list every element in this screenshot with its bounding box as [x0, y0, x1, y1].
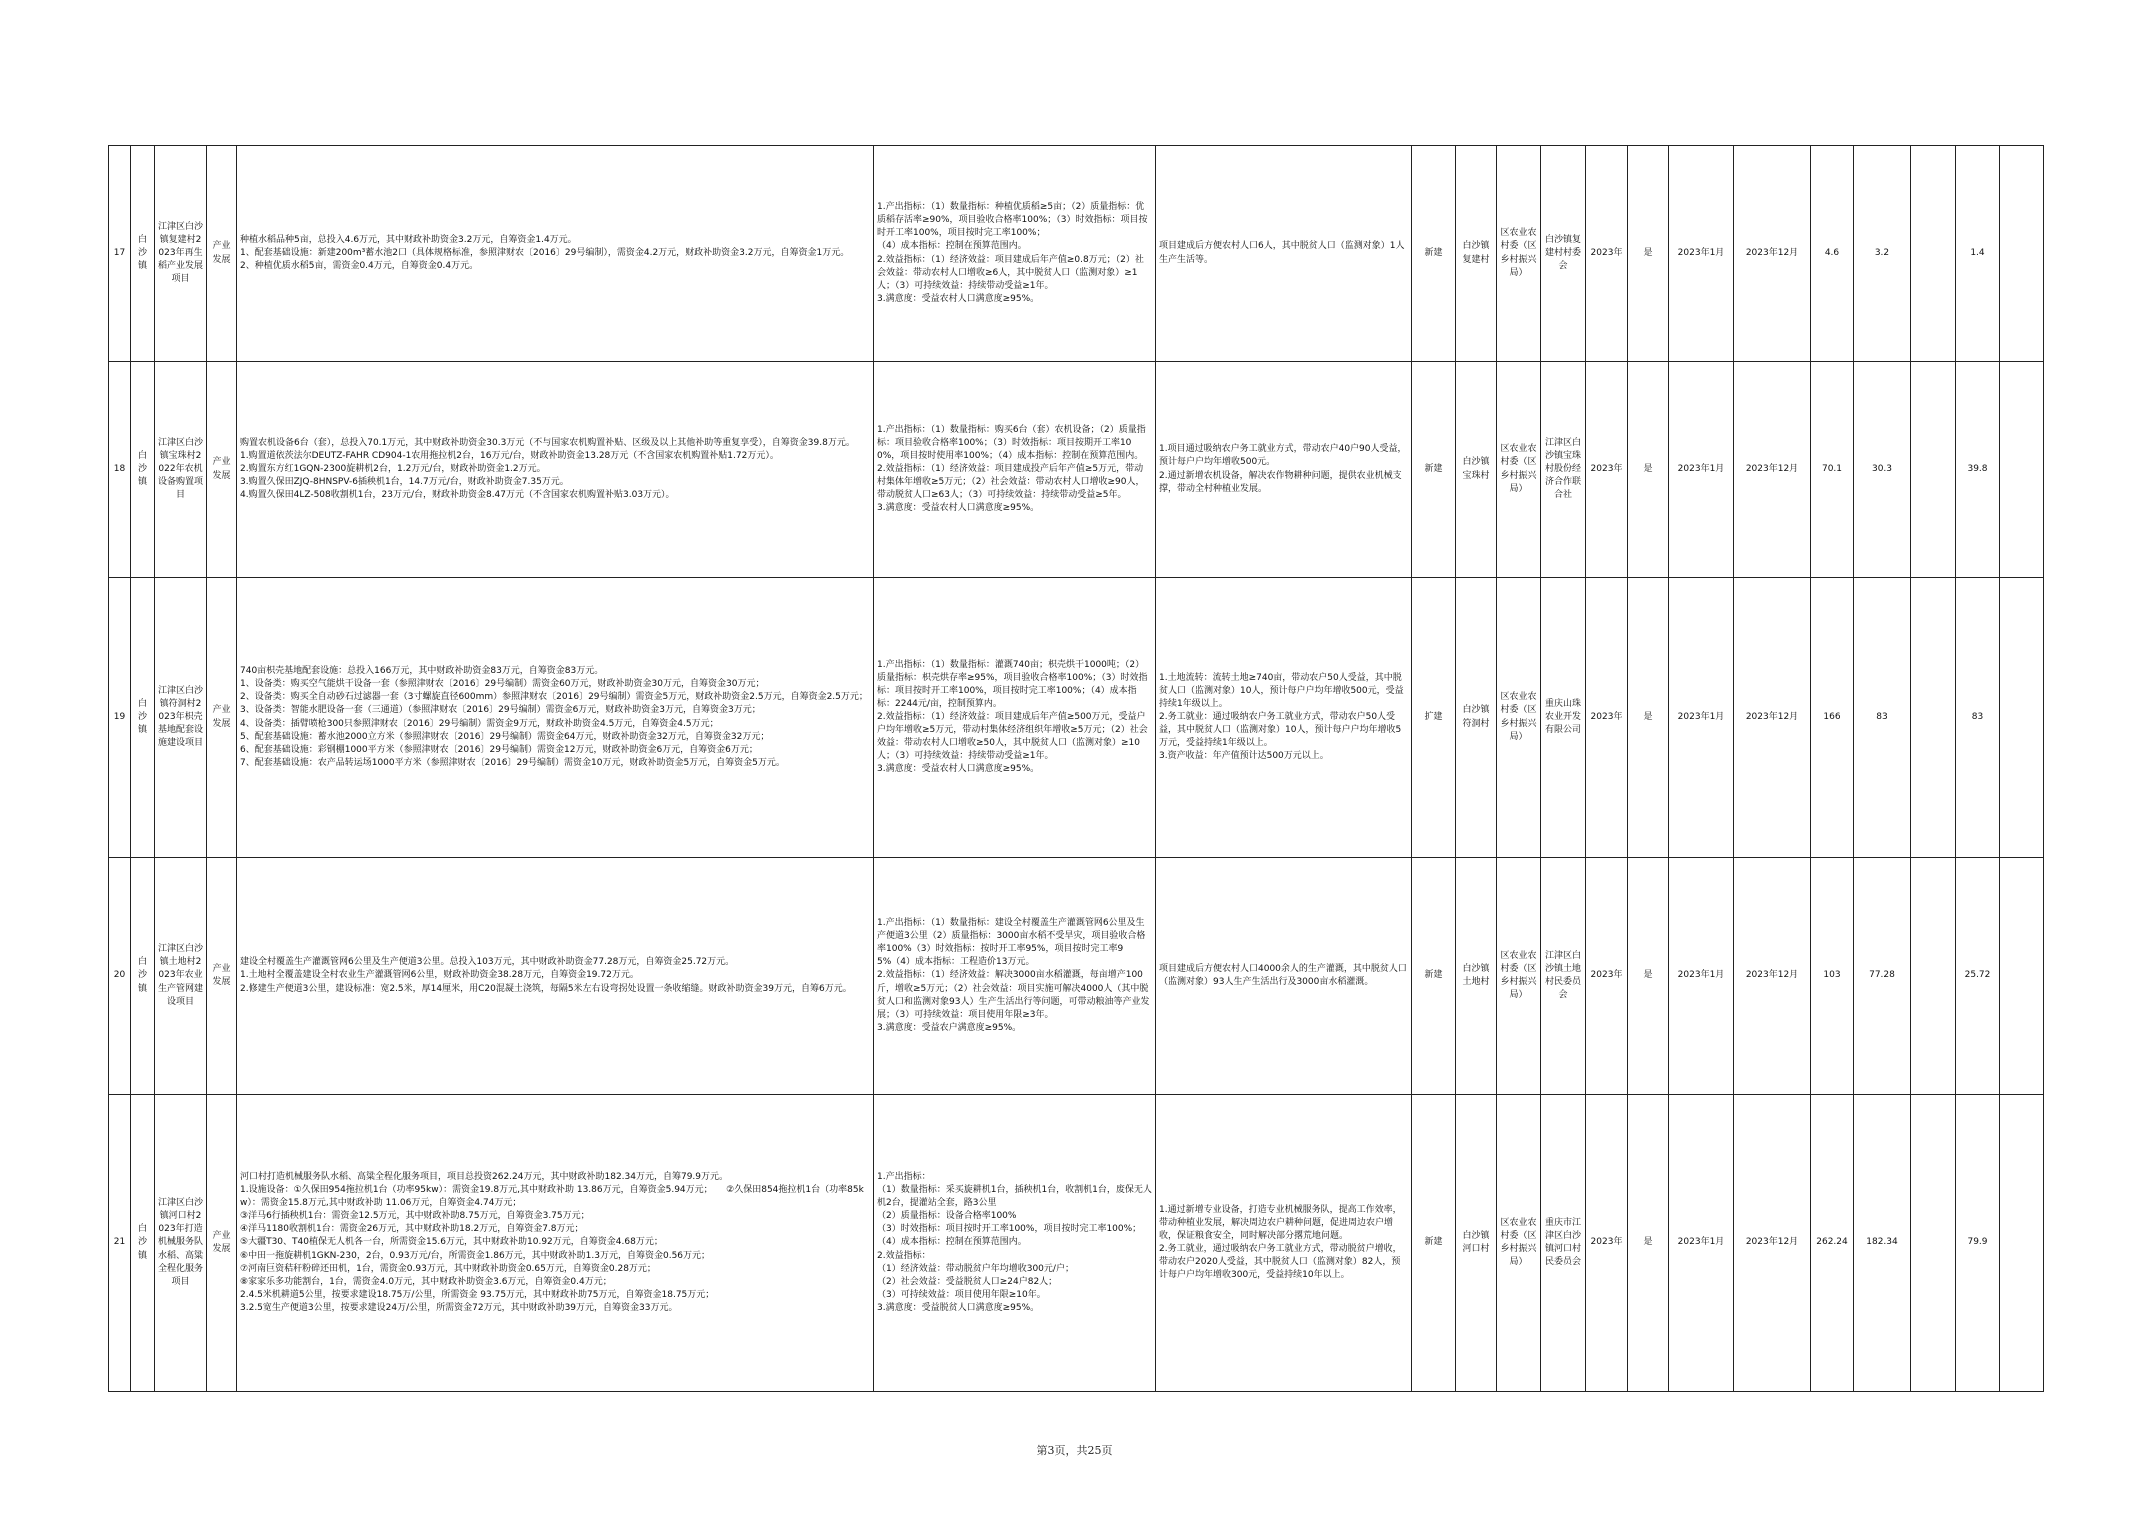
- plan-year-cell: 2023年: [1586, 858, 1628, 1095]
- project-content-cell-line: ⑧家家乐多功能割台，1台，需资金4.0万元，其中财政补助资金3.6万元，自筹资金0.4万元；: [240, 1276, 612, 1287]
- supervising-dept-cell: 区农业农村委（区乡村振兴局）: [1497, 858, 1541, 1095]
- start-date-cell: 2023年1月: [1669, 362, 1734, 578]
- other-funds-cell: [1911, 578, 1956, 858]
- end-date-cell: 2023年12月: [1734, 858, 1811, 1095]
- end-date-cell: 2023年12月: [1734, 1095, 1811, 1392]
- total-investment-cell: 4.6: [1811, 146, 1854, 362]
- performance-targets-cell-line: 3.满意度：受益农户满意度≥95%。: [877, 1022, 1022, 1033]
- construction-nature-cell: 新建: [1412, 362, 1456, 578]
- project-content-cell: [237, 362, 874, 578]
- fiscal-funds-cell: 77.28: [1854, 858, 1911, 1095]
- project-content-cell-line: ⑤大疆T30、T40植保无人机各一台，所需资金15.6万元，其中财政补助10.92万元，自筹资金4.68万元；: [240, 1237, 663, 1248]
- total-investment-cell: 103: [1811, 858, 1854, 1095]
- location-cell: 白沙镇河口村: [1456, 1095, 1497, 1392]
- category-cell: 产业发展: [207, 1095, 237, 1392]
- in-plan-cell: 是: [1628, 858, 1669, 1095]
- performance-targets-cell-line: 2.效益指标：（1）经济效益：项目建成投产后年产值≥5万元，带动村集体年增收≥5万元；（2）社会效益：带动农村人口增收≥90人，带动脱贫人口≥63人；（3）可持续效益：持续带动受益≥5年。: [877, 463, 1145, 501]
- benefit-mechanism-cell-line: 项目建成后方便农村人口4000余人的生产灌溉，其中脱贫人口（监测对象）93人生产生活出行及3000亩水稻灌溉。: [1159, 963, 1407, 987]
- in-plan-cell: 是: [1628, 146, 1669, 362]
- self-raised-cell: 1.4: [1956, 146, 2000, 362]
- other-funds-cell: [1911, 1095, 1956, 1392]
- remarks-cell: [2000, 362, 2044, 578]
- remarks-cell: [2000, 1095, 2044, 1392]
- self-raised-cell: 25.72: [1956, 858, 2000, 1095]
- construction-nature-cell: 扩建: [1412, 578, 1456, 858]
- remarks-cell: [2000, 858, 2044, 1095]
- performance-targets-cell-line: 1.产出指标：（1）数量指标：建设全村覆盖生产灌溉管网6公里及生产便道3公里（2）质量指标：3000亩水稻不受旱灾，项目验收合格率100%（3）时效指标：按时开工率95%，项目按时完工率95%（4）成本指标：工程造价13万元。: [877, 918, 1146, 968]
- plan-year-cell: 2023年: [1586, 362, 1628, 578]
- project-content-cell-line: 购置农机设备6台（套），总投入70.1万元，其中财政补助资金30.3万元（不与国家农机购置补贴、区级及以上其他补助等重复享受），自筹资金39.8万元。: [240, 437, 855, 448]
- benefit-mechanism-cell-line: 2.务工就业：通过吸纳农户务工就业方式，带动农户50人受益，其中脱贫人口（监测对象）10人，预计每户户均年增收5万元，受益持续1年级以上。: [1159, 711, 1402, 749]
- remarks-cell: [2000, 146, 2044, 362]
- supervising-dept-cell: 区农业农村委（区乡村振兴局）: [1497, 578, 1541, 858]
- performance-targets-cell-line: （2）社会效益：受益脱贫人口≥24户82人；: [877, 1276, 1058, 1287]
- project-owner-cell: 江津区白沙镇土地村民委员会: [1541, 858, 1586, 1095]
- project-table: [108, 145, 2044, 1392]
- table-row: [109, 1095, 2044, 1392]
- category-cell: 产业发展: [207, 858, 237, 1095]
- town-cell: 白沙镇: [131, 146, 155, 362]
- project-content-cell-line: 1.设施设备：①久保田954拖拉机1台（功率95kw）：需资金19.8万元,其中财政补助 13.86万元，自筹资金5.94万元； ②久保田854拖拉机1台（功率85kw）：需资金15.8万元,其中财政补助 11.06万元，自筹资金4.74万元；: [240, 1185, 864, 1209]
- location-cell: 白沙镇宝珠村: [1456, 362, 1497, 578]
- plan-year-cell: 2023年: [1586, 1095, 1628, 1392]
- project-content-cell-line: ⑦河南巨资秸秆粉碎还田机，1台，需资金0.93万元，其中财政补助资金0.65万元，自筹资金0.28万元；: [240, 1263, 656, 1274]
- end-date-cell: 2023年12月: [1734, 146, 1811, 362]
- self-raised-cell: 39.8: [1956, 362, 2000, 578]
- supervising-dept-cell: 区农业农村委（区乡村振兴局）: [1497, 1095, 1541, 1392]
- benefit-mechanism-cell-line: 2.务工就业，通过吸纳农户务工就业方式，带动脱贫户增收，带动农户2020人受益，其中脱贫人口（监测对象）82人，预计每户户均年增收300元，受益持续10年以上。: [1159, 1244, 1402, 1281]
- performance-targets-cell: [874, 578, 1156, 858]
- performance-targets-cell-line: 2.效益指标：（1）经济效益：项目建成后年产值≥500万元，受益户户均年增收≥5万元，带动村集体经济组织年增收≥5万元；（2）社会效益：带动农村人口增收≥50人，其中脱贫人口（监测对象）≥10人；（3）可持续效益：持续带动受益≥1年。: [877, 711, 1148, 762]
- performance-targets-cell-line: 1.产出指标：（1）数量指标：灌溉740亩；枳壳烘干1000吨；（2）质量指标：枳壳烘存率≥95%，项目验收合格率100%；（3）时效指标：项目按时开工率100%，项目按时完工率100%；（4）成本指标：2244元/亩，控制预算内。: [877, 659, 1148, 709]
- performance-targets-cell: [874, 1095, 1156, 1392]
- remarks-cell: [2000, 578, 2044, 858]
- project-content-cell-line: 4.购置久保田4LZ-508收割机1台，23万元/台，财政补助资金8.47万元（不含国家农机购置补贴3.03万元）。: [240, 490, 675, 501]
- other-funds-cell: [1911, 146, 1956, 362]
- benefit-mechanism-cell: [1156, 578, 1412, 858]
- project-content-cell-line: 6、配套基础设施：彩钢棚1000平方米（参照津财农〔2016〕29号编制）需资金12万元，财政补助资金6万元，自筹资金6万元；: [240, 744, 758, 755]
- performance-targets-cell: [874, 858, 1156, 1095]
- town-cell: 白沙镇: [131, 578, 155, 858]
- table-row: [109, 858, 2044, 1095]
- location-cell: 白沙镇土地村: [1456, 858, 1497, 1095]
- benefit-mechanism-cell-line: 项目建成后方便农村人口6人，其中脱贫人口（监测对象）1人生产生活等。: [1159, 241, 1405, 265]
- page-number: 第3页，共25页: [1036, 1444, 1113, 1457]
- benefit-mechanism-cell: [1156, 362, 1412, 578]
- in-plan-cell: 是: [1628, 1095, 1669, 1392]
- project-content-cell-line: 河口村打造机械服务队水稻、高粱全程化服务项目，项目总投资262.24万元，其中财政补助182.34万元，自筹79.9万元。: [240, 1172, 729, 1183]
- benefit-mechanism-cell-line: 1.项目通过吸纳农户务工就业方式，带动农户40户90人受益，预计每户户均年增收500元。: [1159, 444, 1407, 468]
- project-owner-cell: 江津区白沙镇宝珠村股份经济合作联合社: [1541, 362, 1586, 578]
- total-investment-cell: 70.1: [1811, 362, 1854, 578]
- start-date-cell: 2023年1月: [1669, 1095, 1734, 1392]
- self-raised-cell: 79.9: [1956, 1095, 2000, 1392]
- performance-targets-cell-line: 3.满意度：受益农村人口满意度≥95%。: [877, 503, 1040, 514]
- project-content-cell-line: 4、设备类：插臂喷枪300只参照津财农〔2016〕29号编制）需资金9万元，财政补助资金4.5万元，自筹资金4.5万元；: [240, 718, 719, 729]
- other-funds-cell: [1911, 858, 1956, 1095]
- end-date-cell: 2023年12月: [1734, 578, 1811, 858]
- project-content-cell-line: ③洋马6行插秧机1台：需资金12.5万元，其中财政补助8.75万元，自筹资金3.75万元；: [240, 1211, 590, 1222]
- in-plan-cell: 是: [1628, 578, 1669, 858]
- performance-targets-cell-line: 1.产出指标：: [877, 1172, 931, 1183]
- plan-year-cell: 2023年: [1586, 146, 1628, 362]
- project-owner-cell: 重庆山珠农业开发有限公司: [1541, 578, 1586, 858]
- row-number: 18: [109, 362, 131, 578]
- table-row: [109, 578, 2044, 858]
- start-date-cell: 2023年1月: [1669, 858, 1734, 1095]
- other-funds-cell: [1911, 362, 1956, 578]
- benefit-mechanism-cell-line: 3.资产收益：年产值预计达500万元以上。: [1159, 751, 1329, 762]
- performance-targets-cell-line: 1.产出指标：（1）数量指标：种植优质稻≥5亩；（2）质量指标：优质稻存活率≥90%，项目验收合格率100%；（3）时效指标：项目按时开工率100%，项目按时完工率100%；: [877, 202, 1148, 239]
- performance-targets-cell-line: 3.满意度：受益农村人口满意度≥95%。: [877, 293, 1040, 304]
- benefit-mechanism-cell: [1156, 1095, 1412, 1392]
- row-number: 21: [109, 1095, 131, 1392]
- supervising-dept-cell: 区农业农村委（区乡村振兴局）: [1497, 146, 1541, 362]
- project-content-cell-line: ⑥中田一拖旋耕机1GKN-230，2台，0.93万元/台，所需资金1.86万元，其中财政补助1.3万元，自筹资金0.56万元；: [240, 1250, 711, 1261]
- performance-targets-cell-line: （3）时效指标：项目按时开工率100%，项目按时完工率100%；: [877, 1224, 1142, 1235]
- total-investment-cell: 166: [1811, 578, 1854, 858]
- performance-targets-cell-line: 2.效益指标：（1）经济效益：解决3000亩水稻灌溉，每亩增产100斤，增收≥5万元；（2）社会效益：项目实施可解决4000人（其中脱贫人口和监测对象93人）生产生活出行等问题，可带动粮油等产业发展；（3）可持续效益：项目使用年限≥3年。: [877, 970, 1150, 1020]
- construction-nature-cell: 新建: [1412, 146, 1456, 362]
- fiscal-funds-cell: 30.3: [1854, 362, 1911, 578]
- performance-targets-cell: [874, 146, 1156, 362]
- table-row: [109, 362, 2044, 578]
- performance-targets-cell-line: 2.效益指标：（1）经济效益：项目建成后年产值≥0.8万元；（2）社会效益：带动农村人口增收≥6人，其中脱贫人口（监测对象）≥1人；（3）可持续效益：持续带动受益≥1年。: [877, 254, 1144, 291]
- performance-targets-cell-line: 1.产出指标：（1）数量指标：购买6台（套）农机设备；（2）质量指标：项目验收合格率100%；（3）时效指标：项目按期开工率100%，项目按时使用率100%；（4）成本指标：控制在预算范围内。: [877, 424, 1146, 461]
- total-investment-cell: 262.24: [1811, 1095, 1854, 1392]
- row-number: 19: [109, 578, 131, 858]
- project-content-cell-line: 740亩枳壳基地配套设施：总投入166万元，其中财政补助资金83万元，自筹资金83万元。: [240, 666, 604, 677]
- project-content-cell-line: 1.购置道依茨法尔DEUTZ-FAHR CD904-1农用拖拉机2台，16万元/台，财政补助资金13.28万元（不含国家农机购置补贴1.72万元）。: [240, 450, 779, 461]
- plan-year-cell: 2023年: [1586, 578, 1628, 858]
- benefit-mechanism-cell: [1156, 858, 1412, 1095]
- self-raised-cell: 83: [1956, 578, 2000, 858]
- performance-targets-cell-line: （3）可持续效益：项目使用年限≥10年。: [877, 1289, 1046, 1300]
- project-content-cell-line: 2、种植优质水稻5亩，需资金0.4万元，自筹资金0.4万元。: [240, 261, 479, 272]
- project-content-cell: [237, 578, 874, 858]
- fiscal-funds-cell: 182.34: [1854, 1095, 1911, 1392]
- project-name-cell: 江津区白沙镇土地村2023年农业生产管网建设项目: [155, 858, 207, 1095]
- start-date-cell: 2023年1月: [1669, 146, 1734, 362]
- performance-targets-cell-line: 3.满意度：受益农村人口满意度≥95%。: [877, 764, 1040, 775]
- category-cell: 产业发展: [207, 362, 237, 578]
- project-content-cell-line: 2.购置东方红1GQN-2300旋耕机2台，1.2万元/台，财政补助资金1.2万元。: [240, 463, 546, 474]
- performance-targets-cell: [874, 362, 1156, 578]
- category-cell: 产业发展: [207, 146, 237, 362]
- project-content-cell: [237, 1095, 874, 1392]
- row-number: 20: [109, 858, 131, 1095]
- end-date-cell: 2023年12月: [1734, 362, 1811, 578]
- project-name-cell: 江津区白沙镇河口村2023年打造机械服务队水稻、高粱全程化服务项目: [155, 1095, 207, 1392]
- project-content-cell-line: 5、配套基础设施：蓄水池2000立方米（参照津财农〔2016〕29号编制）需资金64万元，财政补助资金32万元，自筹资金32万元；: [240, 731, 770, 742]
- project-content-cell-line: 7、配套基础设施：农产品转运场1000平方米（参照津财农〔2016〕29号编制）需资金10万元，财政补助资金5万元，自筹资金5万元。: [240, 757, 785, 768]
- project-content-cell-line: 种植水稻品种5亩，总投入4.6万元，其中财政补助资金3.2万元，自筹资金1.4万元。: [240, 234, 577, 245]
- project-content-cell-line: 3.2.5宽生产便道3公里，按要求建设24万/公里，所需资金72万元，其中财政补助39万元，自筹资金33万元。: [240, 1302, 678, 1313]
- benefit-mechanism-cell-line: 1.通过新增专业设备，打造专业机械服务队，提高工作效率，带动种植业发展，解决周边农户耕种问题，促进周边农户增收，保证粮食安全，同时解决部分撂荒地问题。: [1159, 1204, 1402, 1241]
- project-content-cell-line: 3、设备类：智能水肥设备一套（三通道）（参照津财农〔2016〕29号编制）需资金6万元，财政补助资金3万元，自筹资金3万元；: [240, 705, 761, 716]
- project-content-cell: [237, 858, 874, 1095]
- project-content-cell-line: 2.修建生产便道3公里，建设标准：宽2.5米，厚14厘米，用C20混凝土浇筑，每隔5米左右设弯拐处设置一条收缩缝。财政补助资金39万元，自筹6万元。: [240, 983, 852, 994]
- project-owner-cell: 重庆市江津区白沙镇河口村民委员会: [1541, 1095, 1586, 1392]
- performance-targets-cell-line: （2）质量指标：设备合格率100%: [877, 1211, 1017, 1222]
- project-content-cell-line: 1、配套基础设施：新建200m³蓄水池2口（具体规格标准，参照津财农〔2016〕29号编制），需资金4.2万元，财政补助资金3.2万元，自筹资金1万元。: [240, 247, 850, 258]
- performance-targets-cell-line: （4）成本指标：控制在预算范围内。: [877, 241, 1027, 252]
- category-cell: 产业发展: [207, 578, 237, 858]
- performance-targets-cell-line: （1）数量指标：采买旋耕机1台，插秧机1台，收割机1台，废保无人机2台，提灌站全套，路3公里: [877, 1185, 1152, 1209]
- benefit-mechanism-cell-line: 1.土地流转：流转土地≥740亩，带动农户50人受益，其中脱贫人口（监测对象）10人，预计每户户均年增收500元，受益持续1年级以上。: [1159, 672, 1404, 709]
- table-body: [109, 146, 2044, 1392]
- supervising-dept-cell: 区农业农村委（区乡村振兴局）: [1497, 362, 1541, 578]
- project-content-cell-line: 3.购置久保田ZJQ-8HNSPV-6插秧机1台，14.7万元/台，财政补助资金7.35万元。: [240, 477, 569, 488]
- row-number: 17: [109, 146, 131, 362]
- town-cell: 白沙镇: [131, 858, 155, 1095]
- project-content-cell-line: 建设全村覆盖生产灌溉管网6公里及生产便道3公里。总投入103万元，其中财政补助资金77.28万元，自筹资金25.72万元。: [240, 957, 735, 968]
- performance-targets-cell-line: 3.满意度：受益脱贫人口满意度≥95%。: [877, 1302, 1040, 1313]
- performance-targets-cell-line: （1）经济效益：带动脱贫户年均增收300元/户；: [877, 1263, 1074, 1274]
- table-row: [109, 146, 2044, 362]
- project-name-cell: 江津区白沙镇符洞村2023年枳壳基地配套设施建设项目: [155, 578, 207, 858]
- location-cell: 白沙镇复建村: [1456, 146, 1497, 362]
- performance-targets-cell-line: （4）成本指标：控制在预算范围内。: [877, 1237, 1027, 1248]
- start-date-cell: 2023年1月: [1669, 578, 1734, 858]
- project-name-cell: 江津区白沙镇宝珠村2022年农机设备购置项目: [155, 362, 207, 578]
- fiscal-funds-cell: 3.2: [1854, 146, 1911, 362]
- project-content-cell: [237, 146, 874, 362]
- fiscal-funds-cell: 83: [1854, 578, 1911, 858]
- project-content-cell-line: 1.土地村全覆盖建设全村农业生产灌溉管网6公里，财政补助资金38.28万元，自筹资金19.72万元。: [240, 970, 639, 981]
- construction-nature-cell: 新建: [1412, 858, 1456, 1095]
- benefit-mechanism-cell: [1156, 146, 1412, 362]
- project-content-cell-line: 2、设备类：购买全自动砂石过滤器一套（3寸螺旋直径600mm）参照津财农〔2016〕29号编制）需资金5万元，财政补助资金2.5万元，自筹资金2.5万元；: [240, 692, 868, 703]
- project-owner-cell: 白沙镇复建村村委会: [1541, 146, 1586, 362]
- town-cell: 白沙镇: [131, 362, 155, 578]
- project-content-cell-line: ④洋马1180收割机1台：需资金26万元，其中财政补助18.2万元，自筹资金7.8万元；: [240, 1224, 584, 1235]
- project-name-cell: 江津区白沙镇复建村2023年再生稻产业发展项目: [155, 146, 207, 362]
- town-cell: 白沙镇: [131, 1095, 155, 1392]
- construction-nature-cell: 新建: [1412, 1095, 1456, 1392]
- project-content-cell-line: 1、设备类：购买空气能烘干设备一套（参照津财农〔2016〕29号编制）需资金60万元，财政补助资金30万元，自筹资金30万元；: [240, 679, 765, 690]
- in-plan-cell: 是: [1628, 362, 1669, 578]
- performance-targets-cell-line: 2.效益指标：: [877, 1250, 931, 1261]
- project-content-cell-line: 2.4.5米机耕道5公里，按要求建设18.75万/公里，所需资金 93.75万元，其中财政补助75万元，自筹资金18.75万元；: [240, 1289, 715, 1300]
- benefit-mechanism-cell-line: 2.通过新增农机设备，解决农作物耕种问题，提供农业机械支撑，带动全村种植业发展。: [1159, 470, 1402, 494]
- location-cell: 白沙镇符洞村: [1456, 578, 1497, 858]
